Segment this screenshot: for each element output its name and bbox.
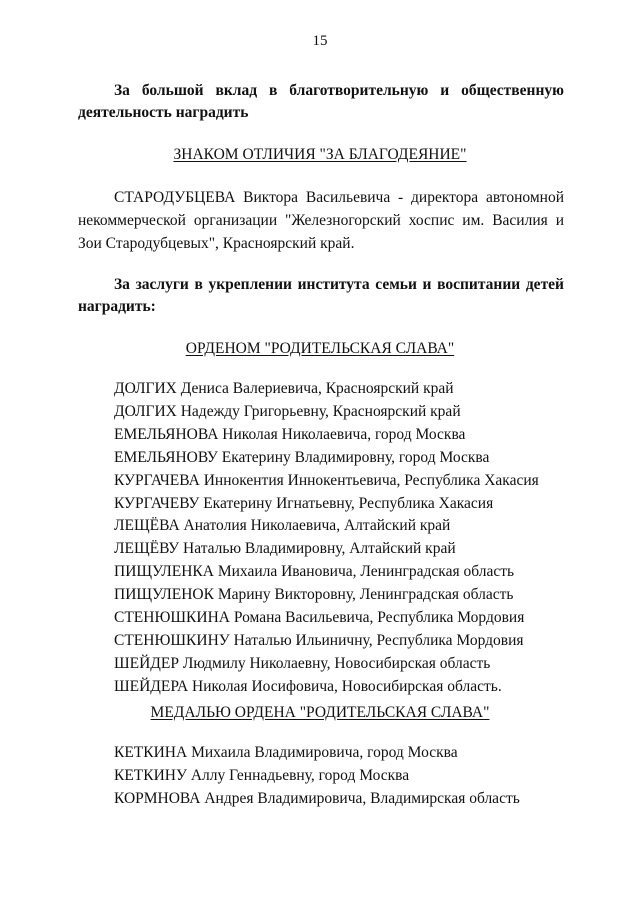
list-item: СТЕНЮШКИНУ Наталью Ильиничну, Республика Мордовия <box>114 631 524 649</box>
list-item: ЛЕЩЁВА Анатолия Николаевича, Алтайский край <box>114 517 451 535</box>
section1-recipient <box>78 186 564 255</box>
list-item: КЕТКИНА Михаила Владимировича, город Москва <box>114 744 458 761</box>
page-number: 15 <box>312 33 328 49</box>
section1-lead-text: За большой вклад в благотворительную и общественную деятельность наградить <box>78 82 564 121</box>
award-title-blagodeyanie: ЗНАКОМ ОТЛИЧИЯ "ЗА БЛАГОДЕЯНИЕ" <box>173 146 467 163</box>
list-item: ДОЛГИХ Надежду Григорьевну, Красноярский край <box>114 402 461 420</box>
section1-recipient-text: СТАРОДУБЦЕВА Виктора Васильевича - директора автономной некоммерческой организации "Железногорский хоспис им. Василия и Зои Стародубцевых", Красноярский край. <box>78 189 564 252</box>
list-item: ШЕЙДЕР Людмилу Николаевну, Новосибирская область <box>114 654 491 672</box>
list-item: КУРГАЧЕВУ Екатерину Игнатьевну, Республика Хакасия <box>114 494 494 512</box>
list-item: ЕМЕЛЬЯНОВА Николая Николаевича, город Москва <box>114 425 466 443</box>
list-item: ДОЛГИХ Дениса Валериевича, Красноярский край <box>114 380 454 397</box>
list-item: ЕМЕЛЬЯНОВУ Екатерину Владимировну, город Москва <box>114 448 490 466</box>
award-title-order-parental-glory: ОРДЕНОМ "РОДИТЕЛЬСКАЯ СЛАВА" <box>185 340 455 357</box>
list-item: КЕТКИНУ Аллу Геннадьевну, город Москва <box>114 766 410 784</box>
section2-lead-text: За заслуги в укреплении института семьи и воспитании детей наградить: <box>78 276 564 315</box>
medal-recipients-list <box>114 742 574 811</box>
list-item: КОРМНОВА Андрея Владимировича, Владимирская область <box>114 789 520 807</box>
section1-lead <box>78 80 564 124</box>
list-item: СТЕНЮШКИНА Романа Васильевича, Республика Мордовия <box>114 609 525 627</box>
order-recipients-list <box>114 378 574 699</box>
list-item: ЛЕЩЁВУ Наталью Владимировну, Алтайский край <box>114 540 456 558</box>
award-title-medal-parental-glory: МЕДАЛЬЮ ОРДЕНА "РОДИТЕЛЬСКАЯ СЛАВА" <box>150 704 490 721</box>
section2-lead <box>78 274 564 318</box>
list-item: ПИЩУЛЕНОК Марину Викторовну, Ленинградская область <box>114 586 514 604</box>
list-item: ШЕЙДЕРА Николая Иосифовича, Новосибирская область. <box>114 677 502 695</box>
list-item: КУРГАЧЕВА Иннокентия Иннокентьевича, Республика Хакасия <box>114 471 539 489</box>
list-item: ПИЩУЛЕНКА Михаила Ивановича, Ленинградская область <box>114 563 515 581</box>
